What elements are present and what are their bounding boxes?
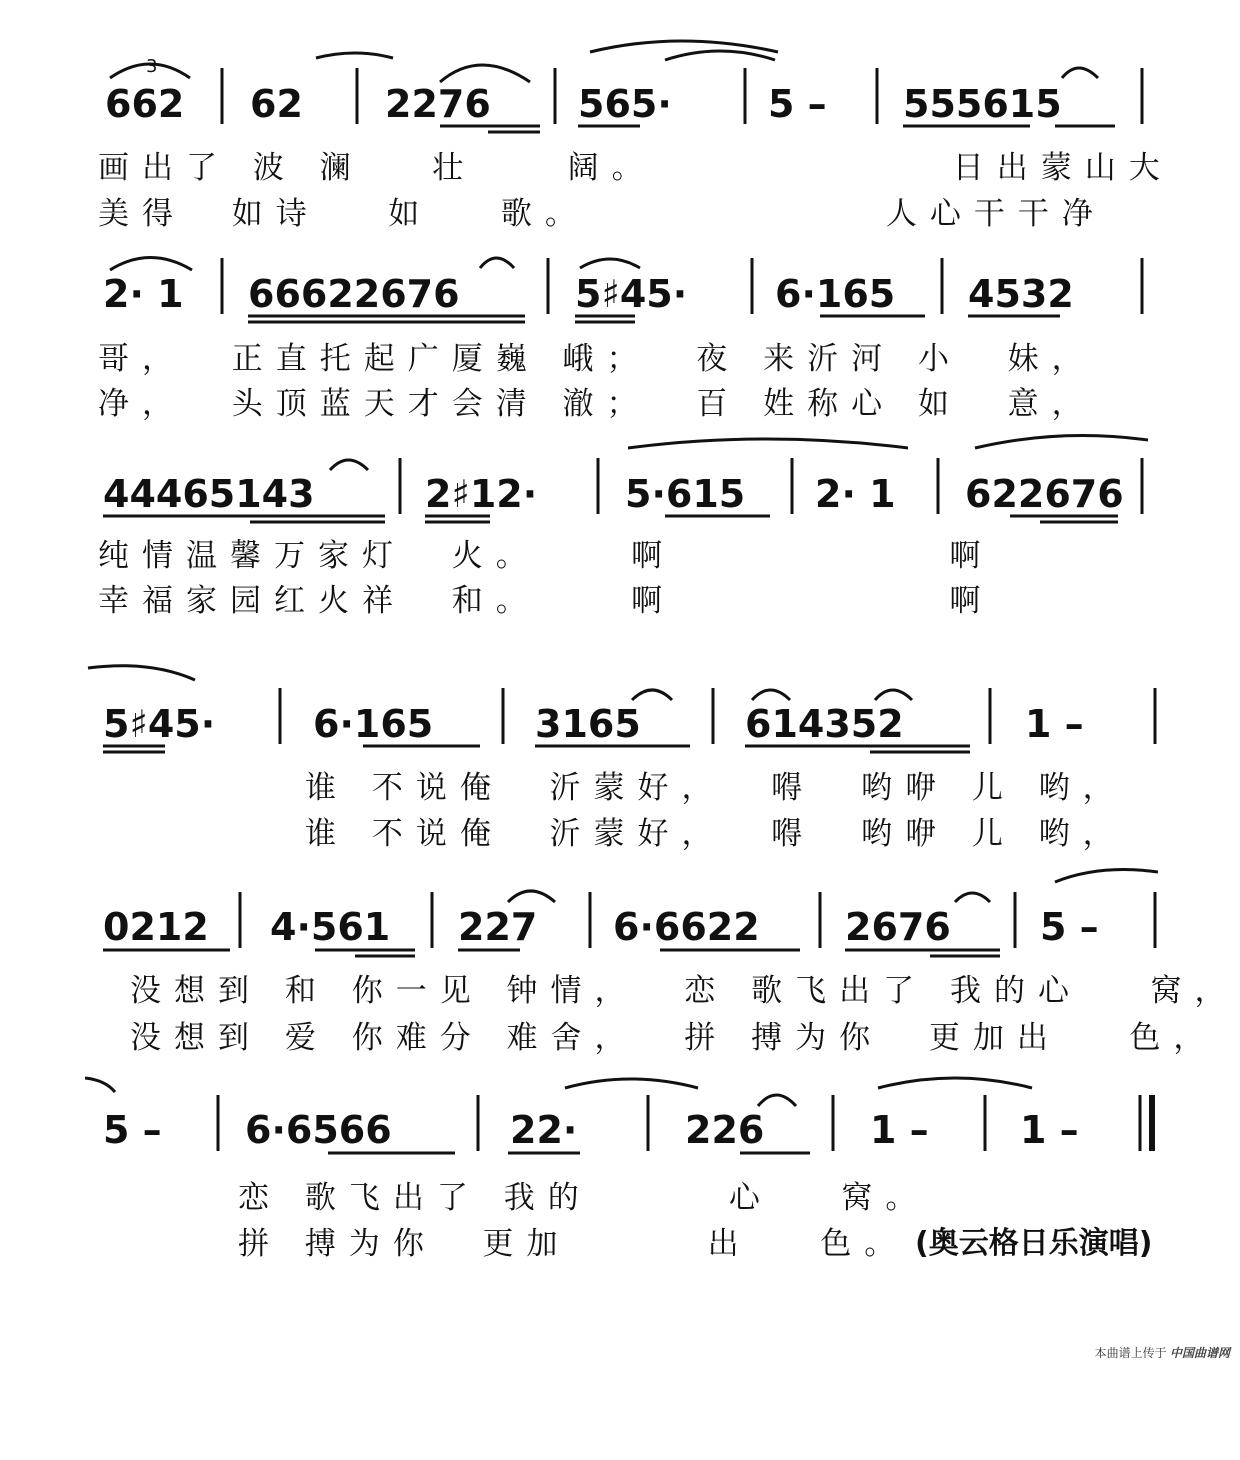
measure: 2· 1 — [103, 272, 184, 316]
measure: 662 — [105, 82, 185, 126]
measure: 2♯12· — [425, 472, 538, 516]
lyric-line: 美得 如诗 如 歌。 人心干干净 — [98, 196, 1106, 232]
measure: 0212 — [103, 905, 209, 949]
lyric-line: 没想到 和 你一见 钟情， 恋 歌飞出了 我的心 窝， — [130, 973, 1239, 1009]
measure: 4532 — [968, 272, 1074, 316]
measure: 5 – — [768, 82, 827, 126]
measure: 66622676 — [248, 272, 460, 316]
measure: 6·6622 — [613, 905, 760, 949]
lyric-line: 恋 歌飞出了 我的 心 窝。 — [238, 1180, 930, 1216]
measure: 555615 — [903, 82, 1062, 126]
measure: 227 — [458, 905, 538, 949]
measure: 4·561 — [270, 905, 391, 949]
measure: 5♯45· — [575, 272, 688, 316]
tuplet-numeral: 3 — [146, 56, 158, 77]
measure: 565· — [578, 82, 672, 126]
upload-label: 本曲谱上传于 — [1094, 1346, 1167, 1360]
site-name: 中国曲谱网 — [1169, 1346, 1230, 1360]
lyric-line: 哥， 正直托起广厦巍 峨； 夜 来沂河 小 妹， — [98, 341, 1096, 377]
lyric-line: 净， 头顶蓝天才会清 澈； 百 姓称心 如 意， — [98, 386, 1096, 422]
measure: 6·165 — [775, 272, 896, 316]
measure: 614352 — [745, 702, 904, 746]
lyric-line: 幸福家园红火祥 和。 啊 啊 — [98, 583, 994, 619]
measure: 22· — [510, 1108, 578, 1152]
lyric-line: 谁 不说俺 沂蒙好， 嘚 哟咿 儿 哟， — [305, 816, 1127, 852]
lyric-line: 没想到 爱 你难分 难舍， 拼 搏为你 更加出 色， — [130, 1020, 1218, 1056]
measure: 5 – — [1040, 905, 1099, 949]
lyric-line: 谁 不说俺 沂蒙好， 嘚 哟咿 儿 哟， — [305, 770, 1127, 806]
lyric-line: 纯情温馨万家灯 火。 啊 啊 — [98, 538, 994, 574]
measure: 2676 — [845, 905, 951, 949]
lyric-line: 拼 搏为你 更加 出 色。 — [238, 1226, 909, 1262]
measure: 62 — [250, 82, 303, 126]
measure: 5♯45· — [103, 702, 216, 746]
measure: 3165 — [535, 702, 641, 746]
measure: 5·615 — [625, 472, 746, 516]
measure: 226 — [685, 1108, 765, 1152]
measure: 1 – — [870, 1108, 929, 1152]
measure: 5 – — [103, 1108, 162, 1152]
measure: 44465143 — [103, 472, 315, 516]
measure: 622676 — [965, 472, 1124, 516]
measure: 6·6566 — [245, 1108, 392, 1152]
performer-credit: (奥云格日乐演唱) — [915, 1226, 1153, 1261]
measure: 2· 1 — [815, 472, 896, 516]
measure: 2276 — [385, 82, 491, 126]
measure: 6·165 — [313, 702, 434, 746]
site-footer — [1095, 1344, 1230, 1361]
measure: 1 – — [1020, 1108, 1079, 1152]
lyric-line: 画出了 波 澜 壮 阔。 日出蒙山大 — [98, 150, 1173, 186]
measure: 1 – — [1025, 702, 1084, 746]
